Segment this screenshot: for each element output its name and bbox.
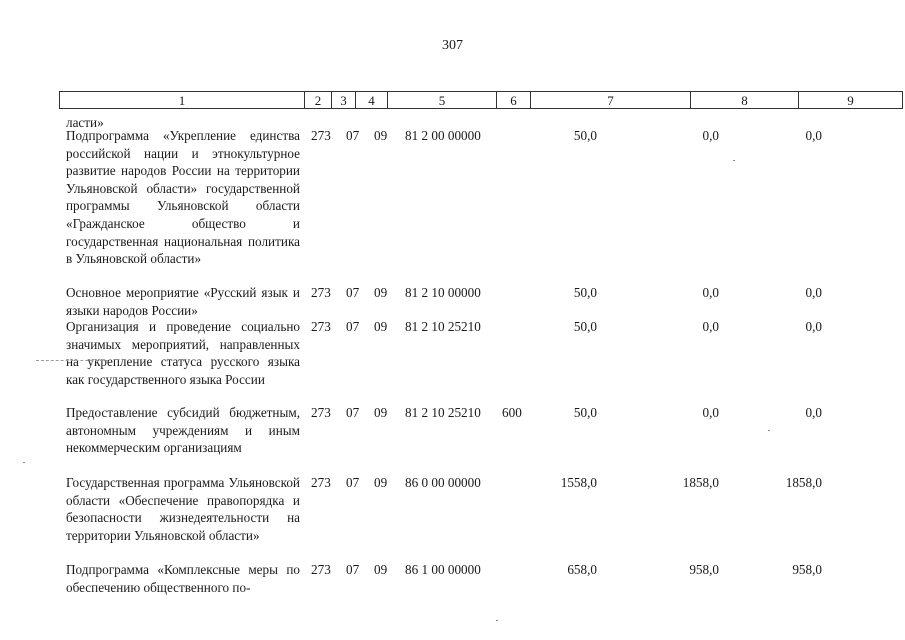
scan-speck (496, 620, 498, 621)
header-col-8: 8 (691, 91, 799, 109)
col-target-article: 81 2 10 25210 (405, 319, 481, 334)
col-section: 07 (346, 405, 360, 420)
row-name: Государственная программа Ульяновской области «Обеспечение правопорядка и безопасности жизнедеятельности на территории Ульяновской области» (66, 475, 300, 543)
col-amount-9: 0,0 (805, 285, 822, 300)
col-amount-9: 0,0 (805, 128, 822, 143)
col-target-article: 81 2 10 00000 (405, 285, 481, 300)
col-amount-7: 1558,0 (560, 475, 597, 490)
col-section: 07 (346, 319, 360, 334)
col-amount-7: 50,0 (573, 128, 597, 143)
row-name: Предоставление субсидий бюджетным, автономным учреждениям и иным некоммерческим организациям (66, 405, 300, 456)
row-name: Основное мероприятие «Русский язык и языки народов России» (66, 285, 300, 318)
continued-text: ласти» (66, 115, 104, 130)
col-subsection: 09 (374, 128, 388, 143)
col-target-article: 86 1 00 00000 (405, 562, 481, 577)
col-amount-9: 1858,0 (785, 475, 822, 490)
col-amount-9: 0,0 (805, 319, 822, 334)
col-amount-8: 0,0 (702, 319, 719, 334)
col-section: 07 (346, 128, 360, 143)
col-subsection: 09 (374, 475, 388, 490)
col-amount-9: 958,0 (792, 562, 822, 577)
col-target-article: 86 0 00 00000 (405, 475, 481, 490)
row-name: Организация и проведение социально значимых мероприятий, направленных на укрепление статуса русского языка как государственного языка России (66, 319, 300, 387)
col-subsection: 09 (374, 319, 388, 334)
col-ministry: 273 (311, 319, 331, 334)
scan-artifact-dash (36, 360, 108, 361)
col-ministry: 273 (311, 405, 331, 420)
col-amount-7: 50,0 (573, 285, 597, 300)
col-ministry: 273 (311, 562, 331, 577)
header-col-5: 5 (388, 91, 497, 109)
col-amount-8: 958,0 (689, 562, 719, 577)
header-col-9: 9 (799, 91, 903, 109)
col-expense-type: 600 (502, 405, 522, 420)
scan-speck (768, 430, 770, 431)
col-subsection: 09 (374, 285, 388, 300)
col-amount-8: 1858,0 (682, 475, 719, 490)
header-col-1: 1 (59, 91, 305, 109)
col-amount-8: 0,0 (702, 285, 719, 300)
col-subsection: 09 (374, 562, 388, 577)
header-col-7: 7 (531, 91, 691, 109)
col-target-article: 81 2 10 25210 (405, 405, 481, 420)
col-section: 07 (346, 562, 360, 577)
col-ministry: 273 (311, 285, 331, 300)
col-amount-9: 0,0 (805, 405, 822, 420)
col-section: 07 (346, 475, 360, 490)
col-subsection: 09 (374, 405, 388, 420)
header-col-3: 3 (332, 91, 356, 109)
col-ministry: 273 (311, 475, 331, 490)
header-col-2: 2 (305, 91, 332, 109)
col-amount-7: 50,0 (573, 405, 597, 420)
header-col-4: 4 (356, 91, 388, 109)
scan-speck (733, 160, 735, 161)
page-number: 307 (442, 38, 463, 53)
col-amount-8: 0,0 (702, 128, 719, 143)
header-col-6: 6 (497, 91, 531, 109)
row-name: Подпрограмма «Комплексные меры по обеспечению общественного по- (66, 562, 300, 595)
col-ministry: 273 (311, 128, 331, 143)
col-section: 07 (346, 285, 360, 300)
col-amount-8: 0,0 (702, 405, 719, 420)
col-target-article: 81 2 00 00000 (405, 128, 481, 143)
row-name: Подпрограмма «Укрепление единства российской нации и этнокультурное развитие народов России на территории Ульяновской области» государственной программы Ульяновской области «Гражданское общество и государственная национальная политика в Ульяновской области» (66, 128, 300, 267)
scan-speck (23, 462, 25, 463)
col-amount-7: 50,0 (573, 319, 597, 334)
col-amount-7: 658,0 (567, 562, 597, 577)
